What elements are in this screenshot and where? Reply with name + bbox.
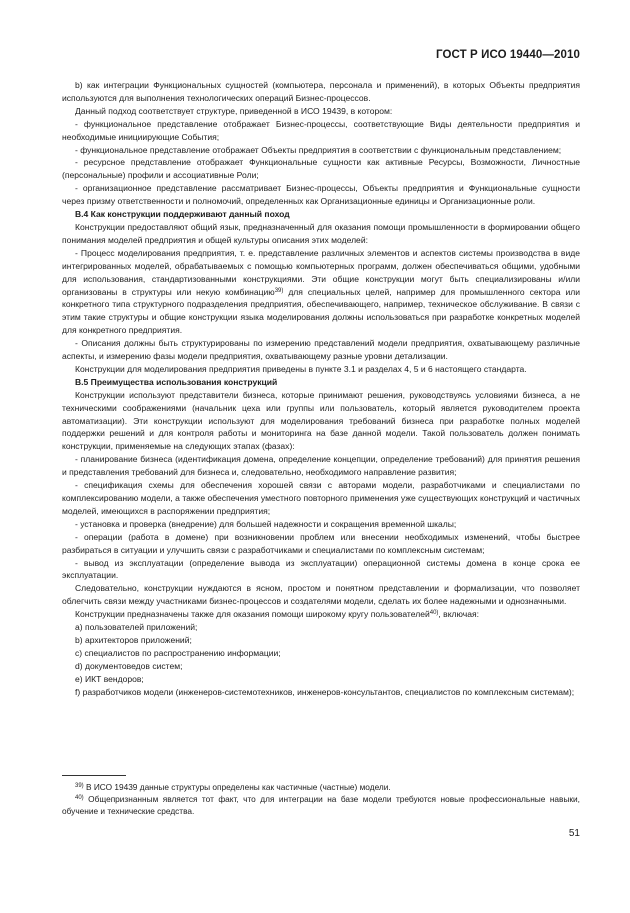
list-item: - организационное представление рассматривает Бизнес-процессы, Объекты предприятия и Функциональные сущности через призму ответственности и полномочий, определенных как Организационные единицы и Организационные роли. <box>62 183 580 207</box>
footnote-divider <box>62 775 126 776</box>
list-item: - спецификация схемы для обеспечения хорошей связи с авторами модели, разработчиками и специалистами по комплексированию модели, а также обеспечения уместного повторного применения уже существующих конструкций и частичных моделей, имеющихся в распоряжении предприятия; <box>62 480 580 516</box>
section-heading-b5: В.5 Преимущества использования конструкций <box>75 376 278 387</box>
footnote-ref: 40) <box>429 610 439 617</box>
paragraph: Конструкции для моделирования предприятия приведены в пункте 3.1 и разделах 4, 5 и 6 настоящего стандарта. <box>75 363 527 374</box>
paragraph-part: для специальных целей, например для промышленного сектора или конкретного типа структурного подразделения предприятия, обеспечивающего, например, техническое обслуживание. В связи с этим такие структуры и общие конструкции языка моделирования должны использоваться при разработке конкретных моделей для конкретного предприятия. <box>62 286 580 336</box>
paragraph: Следовательно, конструкции нуждаются в ясном, простом и понятном представлении и формализации, что позволяет облегчить связи между участниками бизнес-процессов и создателями модели, сделать их более надежными и однозначными. <box>62 583 580 607</box>
footnote <box>62 793 580 817</box>
list-item: - операции (работа в домене) при возникновении проблем или внесении необходимых изменений, чтобы быстрее разбираться в ситуации и улучшить связи с разработчиками и специалистами по комплексным системам; <box>62 531 580 555</box>
footnote-text: Общепризнанным является тот факт, что для интеграции на базе модели требуются новые профессиональные навыки, обучение и технические средства. <box>62 794 580 817</box>
list-item: a) пользователей приложений; <box>75 622 198 633</box>
paragraph-part: Конструкции предназначены также для оказания помощи широкому кругу пользователей <box>75 609 430 620</box>
footnote-mark: 39) <box>75 783 84 789</box>
list-item: - ресурсное представление отображает Функциональные сущности как активные Ресурсы, Возможности, Личностные (персональные) профили и ассоциативные Роли; <box>62 157 580 181</box>
footnotes <box>62 781 580 818</box>
page-number: 51 <box>568 828 580 839</box>
paragraph-part: , включая: <box>438 609 479 620</box>
list-item: f) разработчиков модели (инженеров-системотехников, инженеров-консультантов, специалистов по комплексным системам); <box>75 686 575 697</box>
list-item: - Описания должны быть структурированы по измерению представлений модели предприятия, охватывающему различные аспекты, и измерению фазы модели предприятия, охватывающему разные уровни детализации. <box>62 338 580 362</box>
paragraph: Данный подход соответствует структуре, приведенной в ИСО 19439, в котором: <box>75 105 393 116</box>
list-item: - функциональное представление отображает Бизнес-процессы, соответствующие Виды деятельности предприятия и необходимые инициирующие События; <box>62 118 580 142</box>
list-item <box>62 247 580 337</box>
section-heading-b4: В.4 Как конструкции поддерживают данный поход <box>75 209 290 220</box>
body-text <box>62 79 580 699</box>
paragraph: Конструкции используют представители бизнеса, которые принимают решения, руководствуясь условиями бизнеса, а не техническими соображениями (начальник цеха или группы или пользователь, который является руководителем проекта автоматизации). Эти конструкции используют для моделирования требований бизнеса при разработке полных моделей поддержки решений и для контроля работы и мониторинга на базе данной модели. Такой пользователь должен понимать конструкции, применяемые на следующих этапах (фазах): <box>62 389 580 452</box>
footnote <box>62 781 580 793</box>
list-item: - вывод из эксплуатации (определение вывода из эксплуатации) операционной системы домена в конце срока ее эксплуатации. <box>62 557 580 581</box>
list-item: - установка и проверка (внедрение) для большей надежности и сокращения временной шкалы; <box>75 518 457 529</box>
list-item: - планирование бизнеса (идентификация домена, определение концепции, определение требований) для принятия решения и представления требований для бизнеса и, следовательно, необходимого направление развития; <box>62 454 580 478</box>
footnote-mark: 40) <box>75 795 84 802</box>
list-item: c) специалистов по распространению информации; <box>75 647 281 658</box>
list-item: - функциональное представление отображает Объекты предприятия в соответствии с функциональным представлением; <box>75 144 562 155</box>
paragraph: b) как интеграции Функциональных сущностей (компьютера, персонала и применений), в которых Объекты предприятия используются для выполнения технологических операций Бизнес-процессов. <box>62 80 580 103</box>
paragraph <box>62 608 580 621</box>
list-item: d) документоведов систем; <box>75 660 183 671</box>
paragraph-part: - Процесс моделирования предприятия, т. е. представление различных элементов и аспектов системы производства в виде интегрированных моделей, обрабатываемых с помощью компьютерных программ, должен обеспечиваться общими, удобными для использования, стандартизованными конструкциями. Эти общие конструкции могут быть специализированы и/или организованы в структуры или некую комбинацию <box>62 247 580 297</box>
list-item: b) архитекторов приложений; <box>75 634 192 645</box>
footnote-text: В ИСО 19439 данные структуры определены как частичные (частные) модели. <box>85 782 391 792</box>
list-item: e) ИКТ вендоров; <box>75 673 144 684</box>
footnote-ref: 39) <box>274 287 284 294</box>
paragraph: Конструкции предоставляют общий язык, предназначенный для оказания помощи промышленности в формировании общего понимания моделей предприятия и общей культуры описания этих моделей: <box>62 221 580 245</box>
standard-header: ГОСТ Р ИСО 19440—2010 <box>435 49 580 61</box>
